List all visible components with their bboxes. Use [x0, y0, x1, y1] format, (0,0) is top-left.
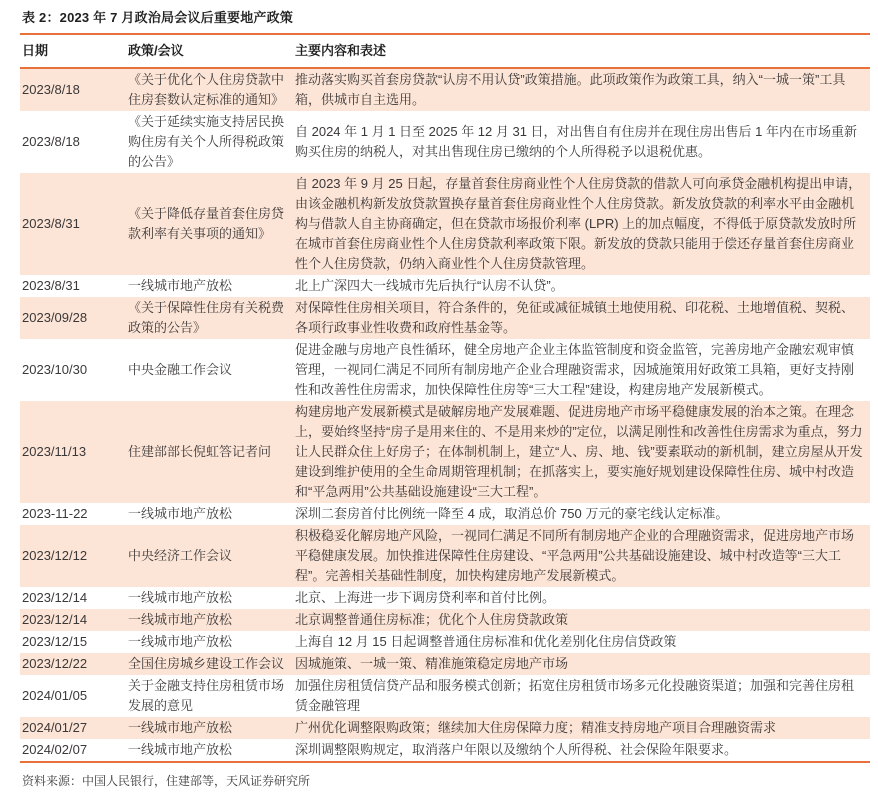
content-cell: 积极稳妥化解房地产风险，一视同仁满足不同所有制房地产企业的合理融资需求，促进房地产市场平稳健康发展。加快推进保障性住房建设、“平急两用”公共基础设施建设、城中村改造等“三大工程”。完善相关基础性制度，加快构建房地产发展新模式。 — [295, 528, 855, 583]
header-date: 日期 — [20, 35, 126, 68]
date-cell: 2024/02/07 — [20, 739, 126, 762]
policy-cell: 一线城市地产放松 — [128, 278, 233, 293]
table-row — [20, 68, 870, 111]
policy-cell: 一线城市地产放松 — [126, 739, 293, 762]
content-cell: 北京、上海进一步下调房贷利率和首付比例。 — [295, 590, 556, 605]
table-row — [20, 275, 870, 297]
date-cell: 2023/12/14 — [22, 612, 88, 627]
date-cell: 2023/11/13 — [22, 444, 87, 459]
table-row — [20, 631, 870, 653]
content-cell: 促进金融与房地产良性循环，健全房地产企业主体监管制度和资金监管，完善房地产金融宏观审慎管理，一视同仁满足不同所有制房地产企业合理融资需求，因城施策用好政策工具箱，更好支持刚性和改善性住房需求，加快保障性住房等“三大工程”建设，构建房地产发展新模式。 — [295, 342, 855, 397]
table-header-row — [20, 35, 870, 68]
policy-cell: 中央经济工作会议 — [128, 548, 233, 563]
date-cell: 2024/01/27 — [22, 720, 88, 735]
content-cell: 推动落实购买首套房贷款“认房不用认贷”政策措施。此项政策作为政策工具，纳入“一城一策”工具箱，供城市自主选用。 — [295, 72, 846, 107]
policy-cell: 关于金融支持住房租赁市场发展的意见 — [128, 678, 285, 713]
policy-table — [20, 35, 870, 763]
table-row — [20, 297, 870, 339]
content-cell: 对保障性住房相关项目，符合条件的，免征或减征城镇土地使用税、印花税、土地增值税、契税、各项行政事业性收费和政府性基金等。 — [295, 300, 855, 335]
content-cell: 深圳调整限购规定，取消落户年限以及缴纳个人所得税、社会保险年限要求。 — [293, 739, 870, 762]
policy-cell: 《关于保障性住房有关税费政策的公告》 — [128, 300, 285, 335]
table-row — [20, 717, 870, 739]
table-row — [20, 525, 870, 587]
policy-cell: 一线城市地产放松 — [128, 634, 233, 649]
table-row — [20, 609, 870, 631]
content-cell: 自 2023 年 9 月 25 日起，存量首套住房商业性个人住房贷款的借款人可向承贷金融机构提出申请，由该金融机构新发放贷款置换存量首套住房商业性个人住房贷款。新发放贷款的利率水平由金融机构与借款人自主协商确定，但在贷款市场报价利率 (LPR) 上的加点幅度，不得低于原贷款发放时所在城市首套住房商业性个人住房贷款利率政策下限。新发放的贷款只能用于偿还存量首套住房商业性个人住房贷款，仍纳入商业性个人住房贷款管理。 — [295, 176, 862, 271]
date-cell: 2023/8/18 — [22, 82, 80, 97]
content-cell: 北上广深四大一线城市先后执行“认房不认贷”。 — [295, 278, 564, 293]
date-cell: 2023/8/31 — [22, 216, 80, 231]
date-cell: 2023/12/22 — [22, 656, 88, 671]
content-cell: 自 2024 年 1 月 1 日至 2025 年 12 月 31 日，对出售自有住房并在现住房出售后 1 年内在市场重新购买住房的纳税人，对其出售现住房已缴纳的个人所得税予以退税优惠。 — [295, 124, 858, 159]
header-content: 主要内容和表述 — [293, 35, 870, 68]
policy-cell: 《关于降低存量首套住房贷款利率有关事项的通知》 — [128, 206, 285, 241]
content-cell: 上海自 12 月 15 日起调整普通住房标准和优化差别化住房信贷政策 — [295, 634, 677, 649]
header-policy: 政策/会议 — [126, 35, 293, 68]
date-cell: 2023/10/30 — [22, 362, 88, 377]
policy-table-body — [20, 68, 870, 762]
source-note: 资料来源：中国人民银行，住建部等，天风证券研究所 — [22, 774, 311, 788]
date-cell: 2024/01/05 — [22, 688, 88, 703]
table-title: 表 2：2023 年 7 月政治局会议后重要地产政策 — [20, 5, 870, 35]
date-cell: 2023/8/18 — [22, 134, 80, 149]
content-cell: 因城施策、一城一策、精准施策稳定房地产市场 — [295, 656, 569, 671]
policy-cell: 全国住房城乡建设工作会议 — [128, 656, 285, 671]
table-row — [20, 653, 870, 675]
policy-cell: 一线城市地产放松 — [128, 612, 233, 627]
date-cell: 2023-11-22 — [22, 506, 88, 521]
date-cell: 2023/12/14 — [22, 590, 88, 605]
policy-cell: 一线城市地产放松 — [128, 720, 233, 735]
policy-cell: 《关于延续实施支持居民换购住房有关个人所得税政策的公告》 — [128, 114, 285, 169]
date-cell: 2023/8/31 — [22, 278, 80, 293]
content-cell: 北京调整普通住房标准；优化个人住房贷款政策 — [295, 612, 569, 627]
table-row — [20, 111, 870, 173]
content-cell: 广州优化调整限购政策；继续加大住房保障力度；精准支持房地产项目合理融资需求 — [295, 720, 777, 735]
policy-cell: 一线城市地产放松 — [128, 590, 233, 605]
table-row — [20, 173, 870, 275]
content-cell: 加强住房租赁信贷产品和服务模式创新；拓宽住房租赁市场多元化投融资渠道；加强和完善住房租赁金融管理 — [295, 678, 855, 713]
date-cell: 2023/12/15 — [22, 634, 88, 649]
content-cell: 深圳二套房首付比例统一降至 4 成，取消总价 750 万元的豪宅线认定标准。 — [295, 506, 729, 521]
policy-cell: 中央金融工作会议 — [128, 362, 233, 377]
date-cell: 2023/09/28 — [22, 310, 88, 325]
policy-cell: 住建部部长倪虹答记者问 — [128, 444, 272, 459]
table-row — [20, 587, 870, 609]
date-cell: 2023/12/12 — [22, 548, 88, 563]
table-row — [20, 675, 870, 717]
table-row — [20, 739, 870, 762]
policy-cell: 一线城市地产放松 — [128, 506, 233, 521]
table-row — [20, 503, 870, 525]
table-row — [20, 401, 870, 503]
content-cell: 构建房地产发展新模式是破解房地产发展难题、促进房地产市场平稳健康发展的治本之策。在理念上，要始终坚持“房子是用来住的、不是用来炒的”定位，以满足刚性和改善性住房需求为重点，努力让人民群众住上好房子；在体制机制上，建立“人、房、地、钱”要素联动的新机制，建立房屋从开发建设到维护使用的全生命周期管理机制；在抓落实上，要实施好规划建设保障性住房、城中村改造和“平急两用”公共基础设施建设“三大工程”。 — [295, 404, 863, 499]
policy-cell: 《关于优化个人住房贷款中住房套数认定标准的通知》 — [128, 72, 285, 107]
table-row — [20, 339, 870, 401]
